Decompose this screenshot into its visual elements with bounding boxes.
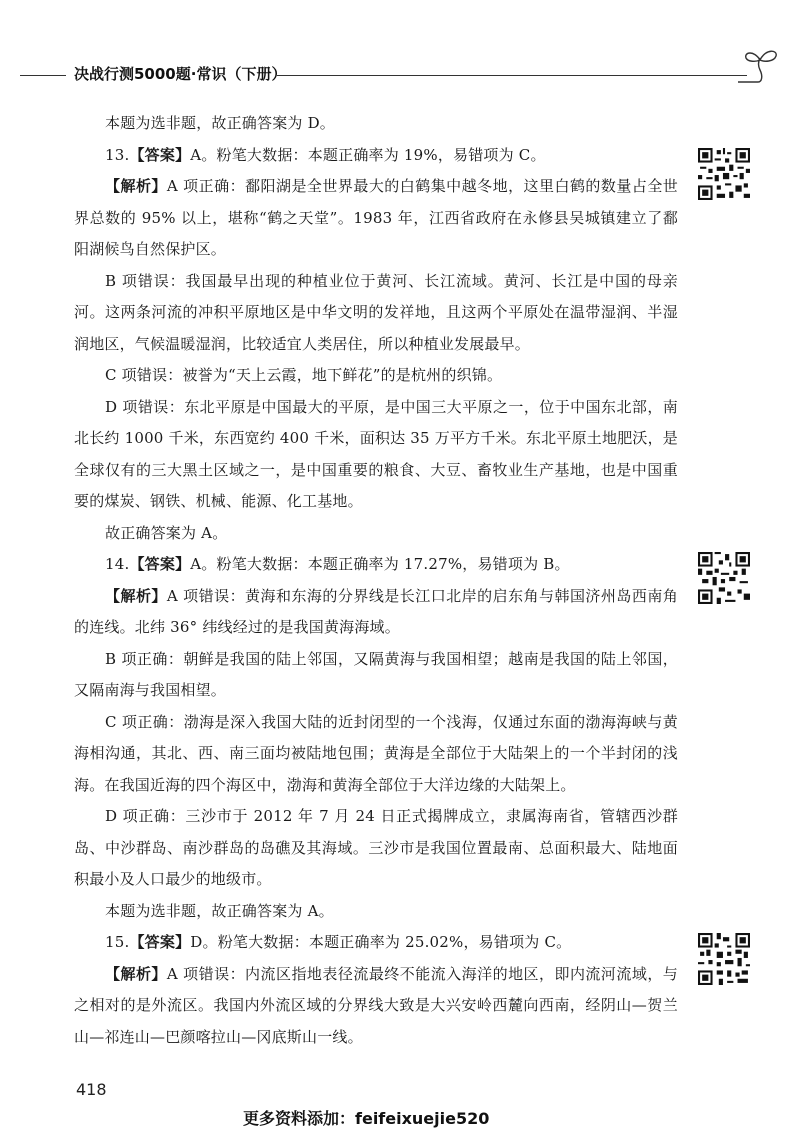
paragraph-text: 本题为选非题，故正确答案为 A。 xyxy=(105,901,334,920)
paragraph-text: A 项错误：内流区指地表径流最终不能流入海洋的地区，即内流河流域，与之相对的是外流区。我国内外流区域的分界线大致是大兴安岭西麓向西南，经阴山—贺兰山—祁连山—巴颜喀拉山—冈底斯山一线。 xyxy=(74,964,678,1046)
paragraph-text: D 项正确：三沙市于 2012 年 7 月 24 日正式揭牌成立，隶属海南省，管辖西沙群岛、中沙群岛、南沙群岛的岛礁及其海域。三沙市是我国位置最南、总面积最大、陆地面积最小及人口最少的地级市。 xyxy=(74,807,678,888)
option-paragraph xyxy=(74,392,678,518)
paragraph-text: D 项错误：东北平原是中国最大的平原，是中国三大平原之一，位于中国东北部，南北长约 1000 千米，东西宽约 400 千米，面积达 35 万平方千米。东北平原土地肥沃，是全球仅有的三大黑土区域之一，是中国重要的粮食、大豆、畜牧业生产基地，也是中国重要的煤炭、钢铁、机械、能源、化工基地。 xyxy=(74,397,678,510)
answer-line-13 xyxy=(74,140,678,172)
qr-code-icon[interactable] xyxy=(698,552,750,604)
page-number: 418 xyxy=(76,1080,107,1099)
paragraph-text: B 项正确：朝鲜是我国的陆上邻国，又隔黄海与我国相望；越南是我国的陆上邻国，又隔南海与我国相望。 xyxy=(74,649,678,699)
option-paragraph xyxy=(74,644,678,707)
paragraph-text: 故正确答案为 A。 xyxy=(105,523,228,542)
option-paragraph xyxy=(74,266,678,361)
analysis-paragraph xyxy=(74,171,678,266)
option-paragraph xyxy=(74,801,678,896)
answer-text: A。粉笔大数据：本题正确率为 19%，易错项为 C。 xyxy=(190,145,546,164)
question-number: 13. xyxy=(105,145,130,164)
conclusion-paragraph xyxy=(74,108,678,140)
analysis-tag: 【解析】 xyxy=(105,964,167,983)
answer-text: D。粉笔大数据：本题正确率为 25.02%，易错项为 C。 xyxy=(190,933,572,951)
conclusion-paragraph xyxy=(74,518,678,550)
option-paragraph xyxy=(74,360,678,392)
analysis-paragraph xyxy=(74,581,678,644)
answer-tag: 【答案】 xyxy=(129,933,191,951)
paragraph-text: A 项正确：鄱阳湖是全世界最大的白鹤集中越冬地，这里白鹤的数量占全世界总数的 95% 以上，堪称“鹤之天堂”。1983 年，江西省政府在永修县吴城镇建立了鄱阳湖候鸟自然保护区。 xyxy=(74,177,678,258)
question-number: 14. xyxy=(105,555,130,573)
conclusion-paragraph xyxy=(74,896,678,928)
footer-note: 更多资料添加：feifeixuejie520 xyxy=(243,1109,490,1128)
paragraph-text: B 项错误：我国最早出现的种植业位于黄河、长江流域。黄河、长江是中国的母亲河。这两条河流的冲积平原地区是中华文明的发祥地，且这两个平原处在温带湿润、半湿润地区，气候温暖湿润，比较适宜人类居住，所以种植业发展最早。 xyxy=(74,271,678,353)
analysis-tag: 【解析】 xyxy=(105,177,167,195)
paragraph-text: C 项错误：被誉为“天上云霞，地下鲜花”的是杭州的织锦。 xyxy=(105,366,503,384)
sprout-icon xyxy=(736,46,780,86)
paragraph-text: C 项正确：渤海是深入我国大陆的近封闭型的一个浅海，仅通过东面的渤海海峡与黄海相沟通，其北、西、南三面均被陆地包围；黄海是全部位于大陆架上的一个半封闭的浅海。在我国近海的四个海区中，渤海和黄海全部位于大洋边缘的大陆架上。 xyxy=(74,712,678,794)
running-header xyxy=(20,60,760,90)
answer-text: A。粉笔大数据：本题正确率为 17.27%，易错项为 B。 xyxy=(190,555,570,573)
answer-line-14 xyxy=(74,549,678,581)
answer-tag: 【答案】 xyxy=(129,145,191,164)
header-rule-right xyxy=(277,75,747,76)
analysis-paragraph xyxy=(74,959,678,1054)
paragraph-text: 本题为选非题，故正确答案为 D。 xyxy=(105,114,335,132)
option-paragraph xyxy=(74,707,678,802)
answer-tag: 【答案】 xyxy=(129,555,191,573)
question-number: 15. xyxy=(105,933,130,951)
analysis-tag: 【解析】 xyxy=(105,586,167,605)
header-rule-left xyxy=(20,75,66,76)
qr-code-icon[interactable] xyxy=(698,148,750,200)
header-title: 决战行测5000题·常识（下册） xyxy=(74,65,287,83)
paragraph-text: A 项错误：黄海和东海的分界线是长江口北岸的启东角与韩国济州岛西南角的连线。北纬 36° 纬线经过的是我国黄海海域。 xyxy=(74,586,678,636)
answer-explanations xyxy=(74,108,678,1053)
answer-line-15 xyxy=(74,927,678,959)
qr-code-icon[interactable] xyxy=(698,933,750,985)
